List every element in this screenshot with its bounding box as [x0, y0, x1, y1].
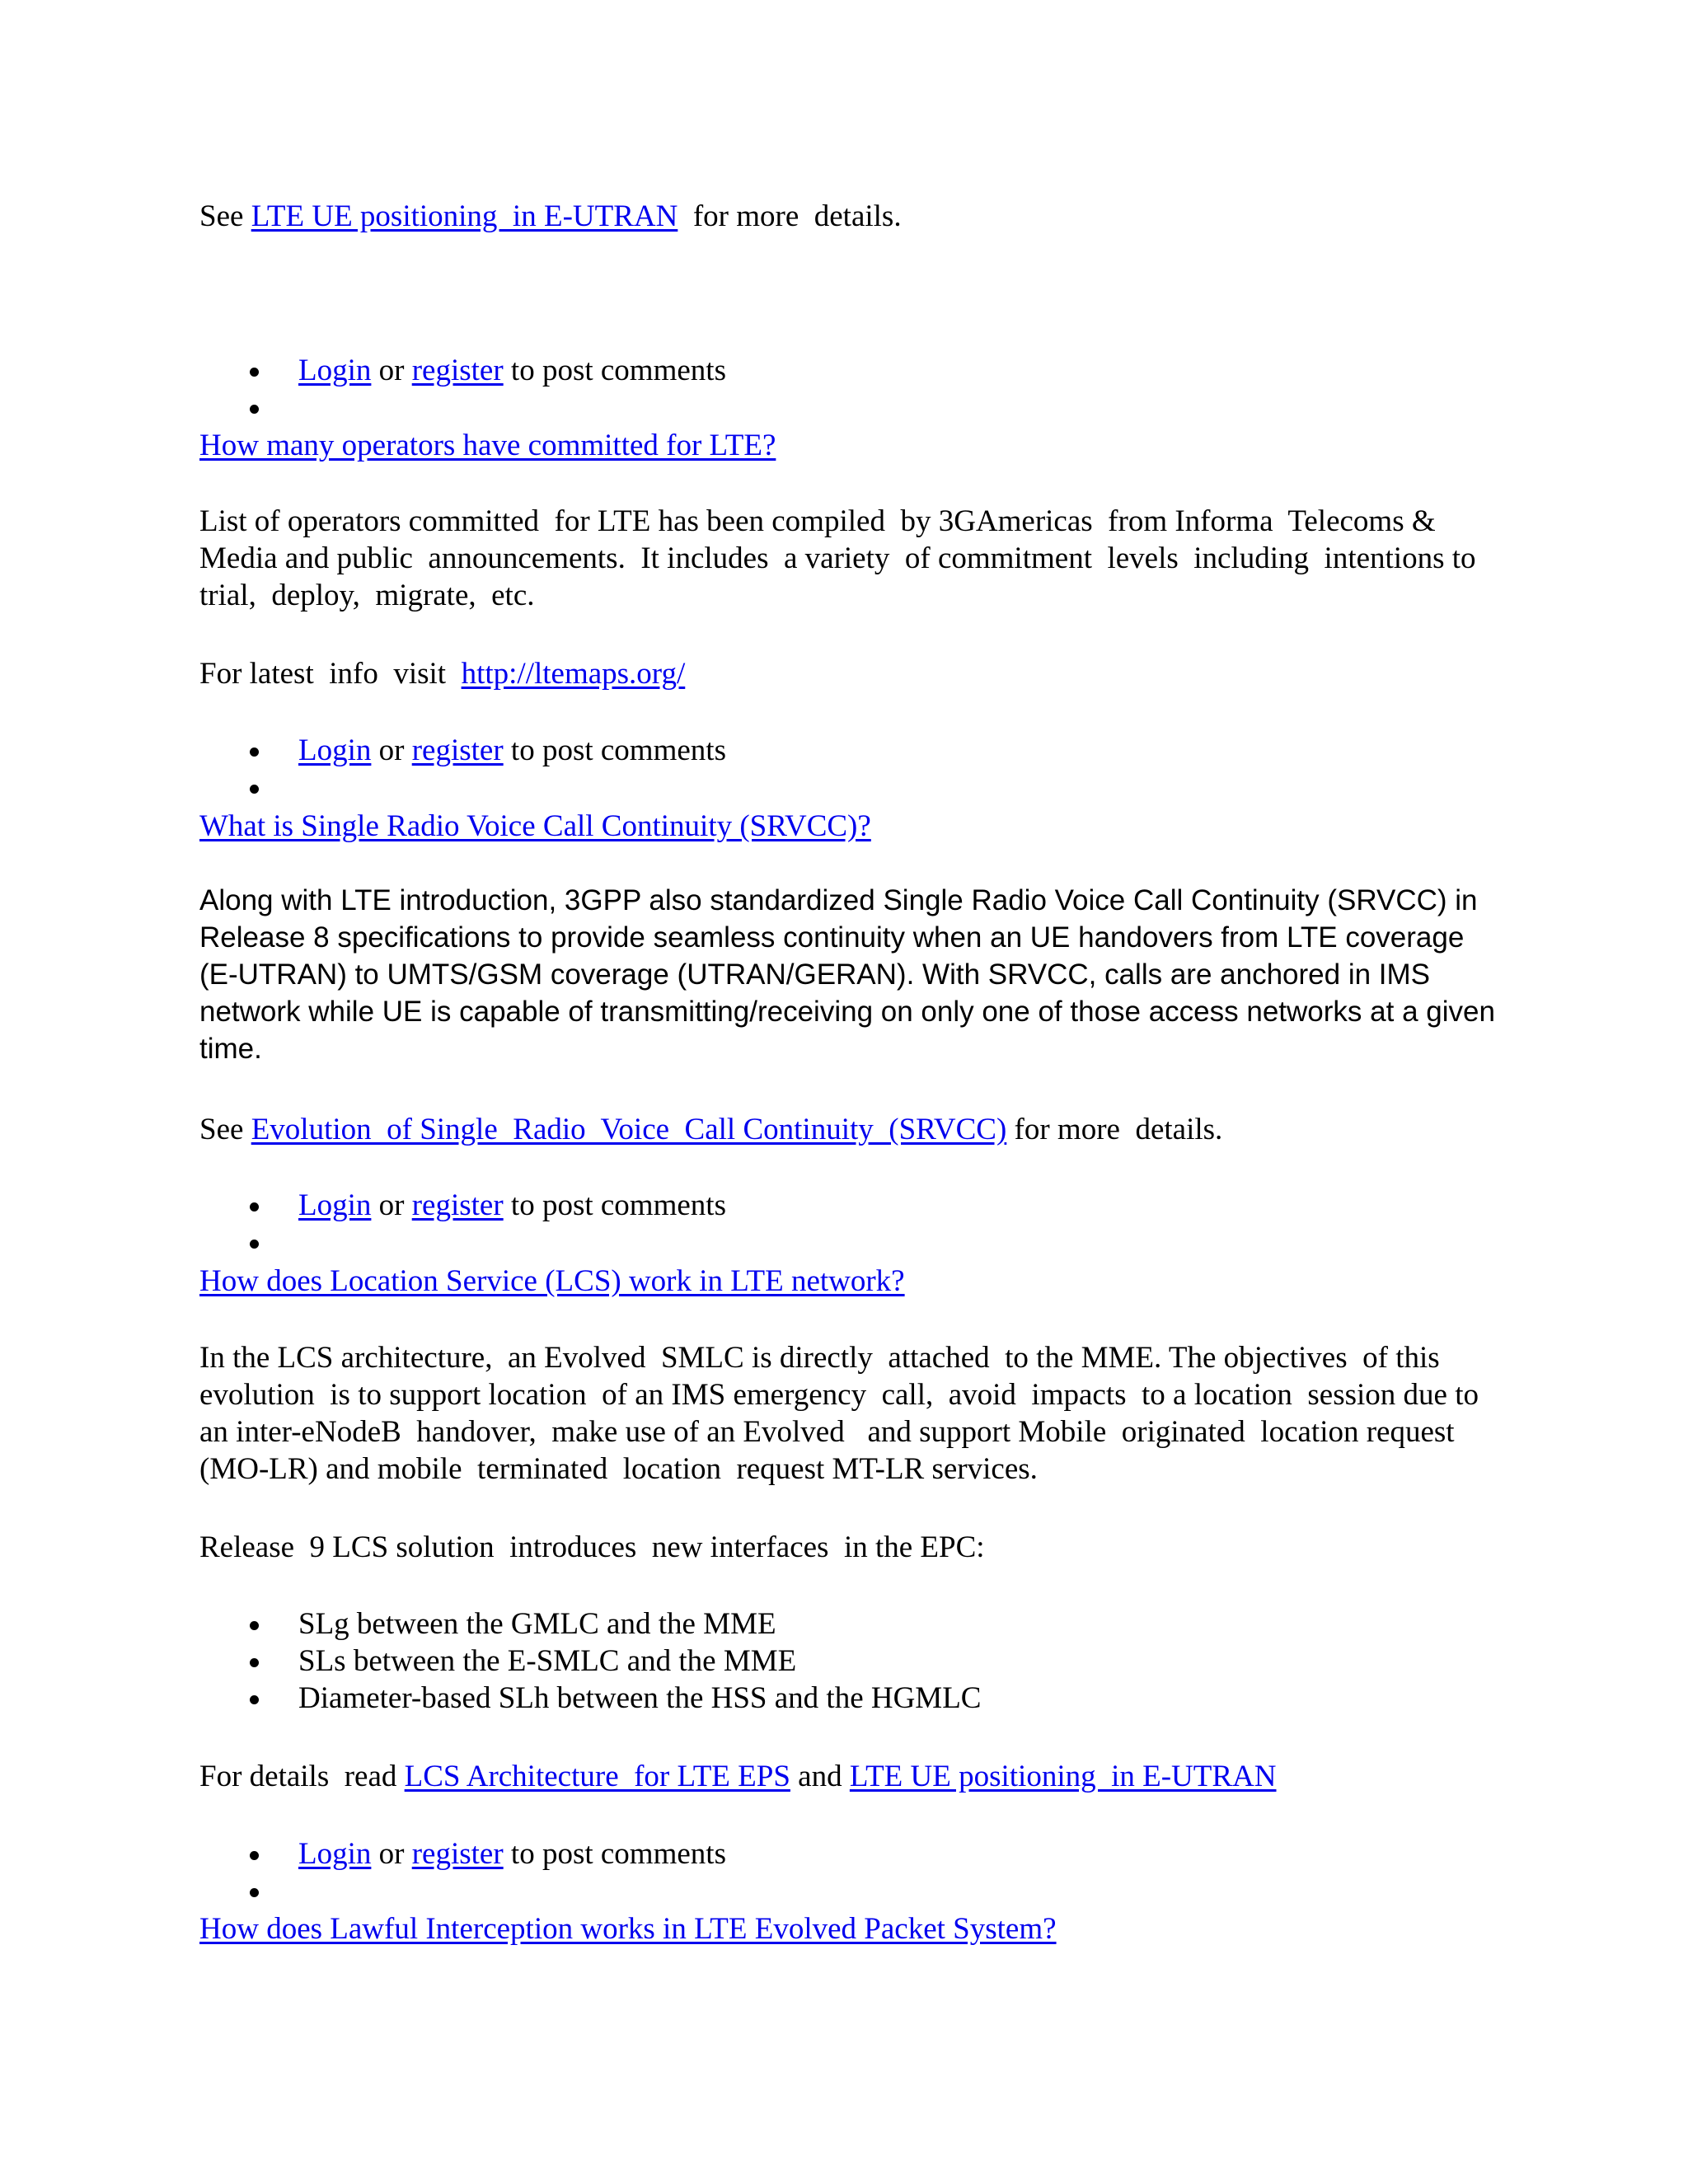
or-text: or [371, 354, 412, 387]
bullet-icon [250, 1851, 259, 1860]
interface-item: Diameter-based SLh between the HSS and the HGMLC [298, 1681, 982, 1715]
bullet-icon [250, 785, 259, 794]
register-link[interactable]: register [411, 733, 504, 767]
login-link[interactable]: Login [298, 1837, 372, 1871]
list-item [199, 1605, 982, 1643]
comment-links-4 [199, 1835, 726, 1910]
lte-ue-positioning-link[interactable]: LTE UE positioning in E-UTRAN [251, 199, 678, 233]
interface-item: SLs between the E-SMLC and the MME [298, 1644, 797, 1678]
bullet-icon [250, 1658, 259, 1667]
question-link-srvcc[interactable]: What is Single Radio Voice Call Continuity (SRVCC)? [199, 809, 871, 843]
question-heading-2 [199, 808, 1489, 845]
srvcc-see-more-line [199, 1111, 1489, 1148]
lcs-paragraph: In the LCS architecture, an Evolved SMLC is directly attached to the MME. The objectives of this evolution is to support location of an IMS emergency call, avoid impacts to a location session due to an inter-eNodeB handover, make use of an Evolved and support Mobile originated location request (MO-LR) and mobile terminated location request MT-LR services. [199, 1341, 1487, 1486]
details-prefix: For details read [199, 1760, 405, 1793]
login-link[interactable]: Login [298, 733, 372, 767]
see-prefix: See [199, 199, 251, 233]
comment-links-3 [199, 1187, 726, 1261]
question-heading-4 [199, 1910, 1489, 1947]
bullet-icon [250, 1695, 259, 1704]
post-comments-text: to post comments [503, 733, 726, 767]
see-suffix: for more details. [1006, 1113, 1223, 1146]
list-item [199, 732, 726, 769]
or-text: or [371, 1837, 412, 1871]
question-link-lcs[interactable]: How does Location Service (LCS) work in LTE network? [199, 1264, 905, 1298]
login-link[interactable]: Login [298, 354, 372, 387]
login-link[interactable]: Login [298, 1188, 372, 1222]
operators-paragraph: List of operators committed for LTE has been compiled by 3GAmericas from Informa Telecoms & Media and public announcements. It includes a variety of commitment levels including intentions to trial, deploy, migrate, etc. [199, 504, 1484, 612]
lte-ue-positioning-link-2[interactable]: LTE UE positioning in E-UTRAN [849, 1760, 1277, 1793]
bullet-icon [250, 368, 259, 377]
latest-info-line [199, 655, 1489, 692]
see-suffix: for more details. [678, 199, 902, 233]
list-item [199, 1643, 982, 1680]
list-item [199, 1835, 726, 1872]
post-comments-text: to post comments [503, 1837, 726, 1871]
bullet-icon [250, 1202, 259, 1212]
list-item [199, 1872, 726, 1910]
comment-links-1 [199, 352, 726, 426]
register-link[interactable]: register [411, 354, 504, 387]
or-text: or [371, 733, 412, 767]
lcs-architecture-link[interactable]: LCS Architecture for LTE EPS [404, 1760, 790, 1793]
release-9-line: Release 9 LCS solution introduces new interfaces in the EPC: [199, 1530, 985, 1564]
post-comments-text: to post comments [503, 1188, 726, 1222]
question-heading-3 [199, 1263, 1489, 1300]
register-link[interactable]: register [411, 1188, 504, 1222]
list-item [199, 769, 726, 806]
see-more-line [199, 198, 1489, 235]
srvcc-evolution-link[interactable]: Evolution of Single Radio Voice Call Continuity (SRVCC) [251, 1113, 1007, 1146]
list-item [199, 1224, 726, 1261]
register-link[interactable]: register [411, 1837, 504, 1871]
question-link-lawful-interception[interactable]: How does Lawful Interception works in LTE Evolved Packet System? [199, 1912, 1057, 1946]
interface-item: SLg between the GMLC and the MME [298, 1607, 776, 1641]
post-comments-text: to post comments [503, 354, 726, 387]
latest-info-prefix: For latest info visit [199, 657, 462, 691]
srvcc-paragraph: Along with LTE introduction, 3GPP also standardized Single Radio Voice Call Continuity (SRVCC) in Release 8 specifications to provide seamless continuity when an UE handovers from LTE coverage (E-UTRAN) to UMTS/GSM coverage (UTRAN/GERAN). With SRVCC, calls are anchored in IMS network while UE is capable of transmitting/receiving on only one of those access networks at a given time. [199, 884, 1512, 1065]
lcs-interfaces-list [199, 1605, 982, 1717]
bullet-icon [250, 1240, 259, 1249]
list-item [199, 1680, 982, 1717]
bullet-icon [250, 1888, 259, 1897]
bullet-icon [250, 748, 259, 757]
list-item [199, 1187, 726, 1224]
see-prefix: See [199, 1113, 251, 1146]
bullet-icon [250, 1621, 259, 1630]
comment-links-2 [199, 732, 726, 806]
list-item [199, 352, 726, 389]
and-text: and [790, 1760, 850, 1793]
bullet-icon [250, 405, 259, 414]
question-link-operators[interactable]: How many operators have committed for LTE? [199, 429, 776, 462]
list-item [199, 389, 726, 426]
details-line [199, 1758, 1489, 1795]
question-heading-1 [199, 427, 1489, 464]
ltemaps-link[interactable]: http://ltemaps.org/ [461, 657, 686, 691]
or-text: or [371, 1188, 412, 1222]
